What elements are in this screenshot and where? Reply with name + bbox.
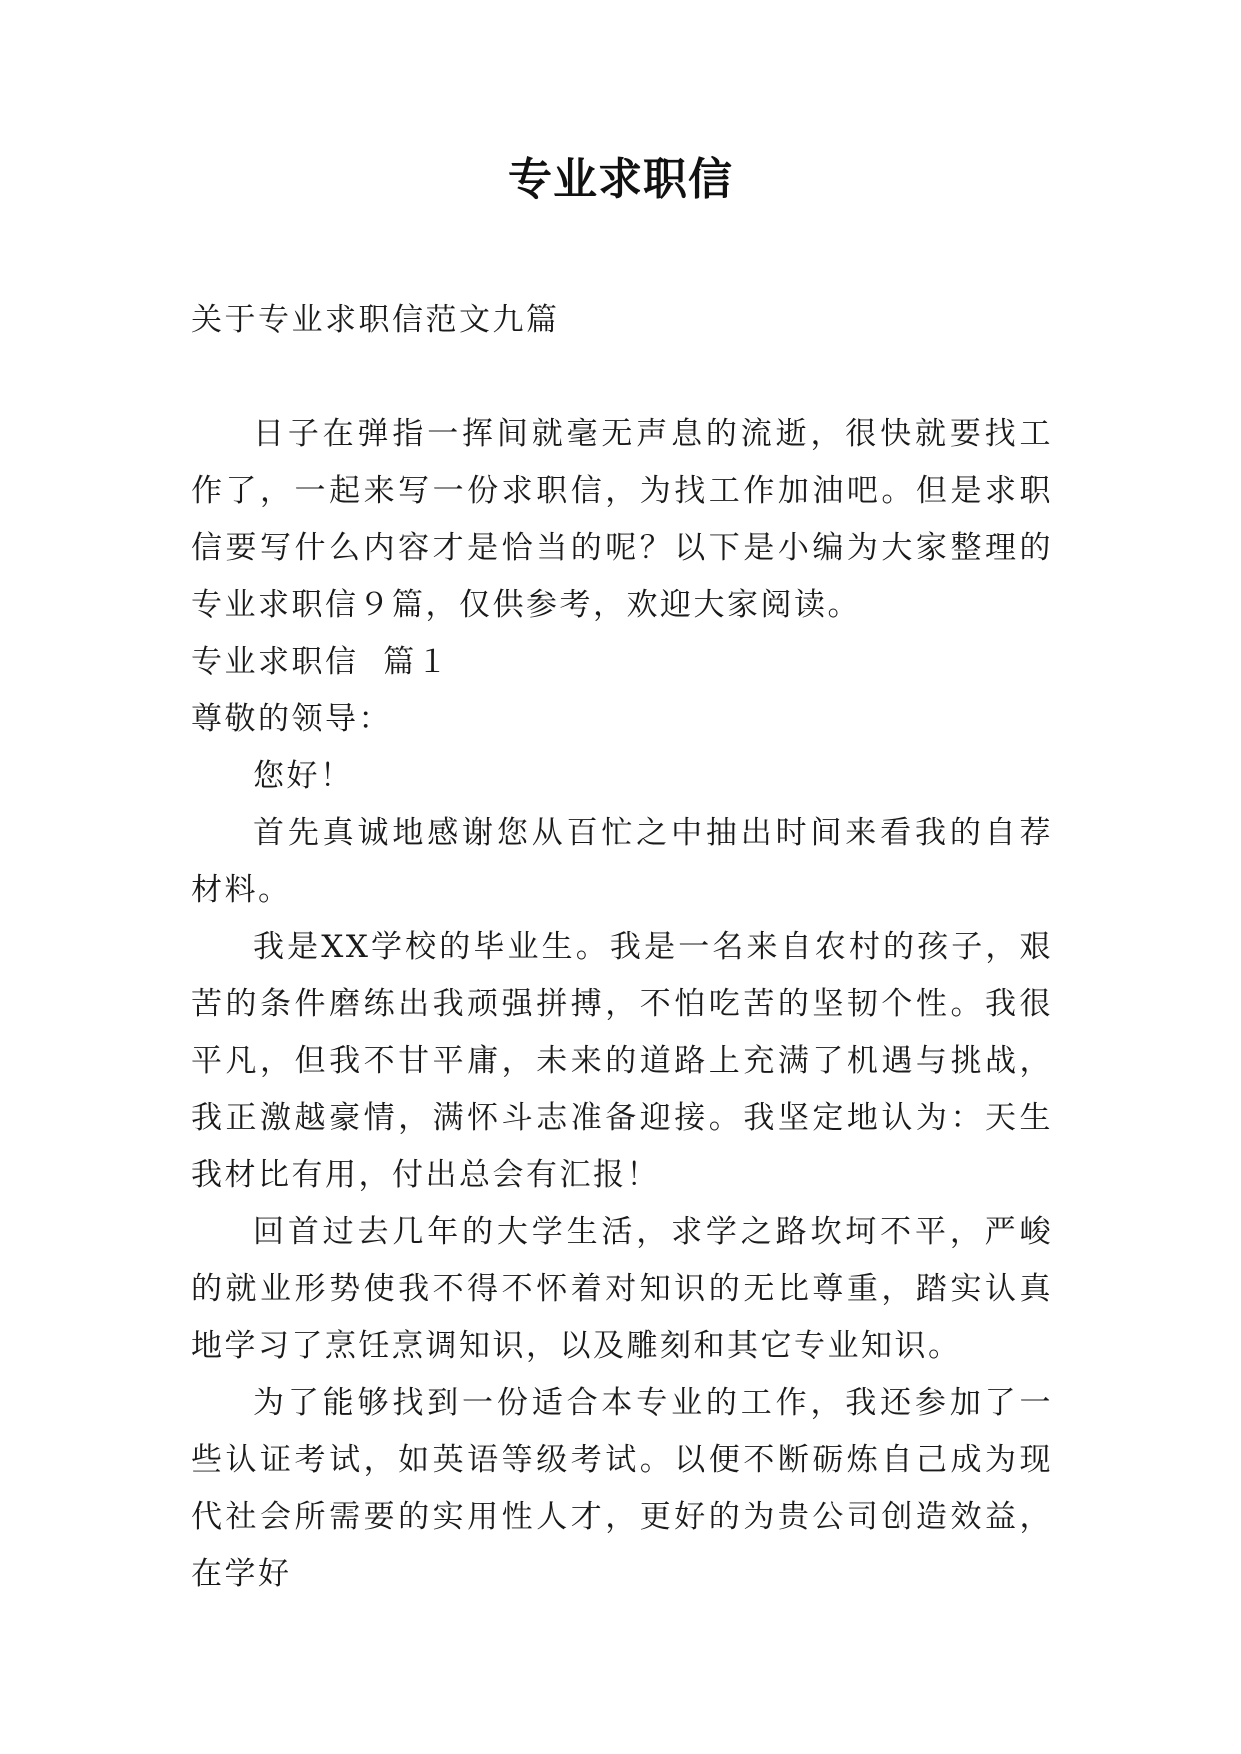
document-title: 专业求职信 [508,154,733,205]
greeting: 您好！ [253,758,354,794]
document-subtitle: 关于专业求职信范文九篇 [191,302,560,338]
body-paragraph: 我是XX学校的毕业生。我是一名来自农村的孩子，艰苦的条件磨练出我顽强拼搏，不怕吃苦的坚韧个性。我很平凡，但我不甘平庸，未来的道路上充满了机遇与挑战，我正激越豪情，满怀斗志准备迎接。我坚定地认为：天生我材比有用，付出总会有汇报！ [191,929,1053,1193]
section-heading: 专业求职信 篇１ [191,644,451,680]
intro-paragraph: 日子在弹指一挥间就毫无声息的流逝，很快就要找工作了，一起来写一份求职信，为找工作加油吧。但是求职信要写什么内容才是恰当的呢？以下是小编为大家整理的专业求职信９篇，仅供参考，欢迎大家阅读。 [191,416,1053,623]
salutation: 尊敬的领导： [191,701,392,737]
body-paragraph: 首先真诚地感谢您从百忙之中抽出时间来看我的自荐材料。 [191,815,1053,908]
body-paragraph: 为了能够找到一份适合本专业的工作，我还参加了一些认证考试，如英语等级考试。以便不断砺炼自己成为现代社会所需要的实用性人才，更好的为贵公司创造效益，在学好 [191,1385,1053,1592]
body-paragraph: 回首过去几年的大学生活，求学之路坎坷不平，严峻的就业形势使我不得不怀着对知识的无比尊重，踏实认真地学习了烹饪烹调知识，以及雕刻和其它专业知识。 [191,1214,1053,1364]
document-body [191,292,1053,1603]
